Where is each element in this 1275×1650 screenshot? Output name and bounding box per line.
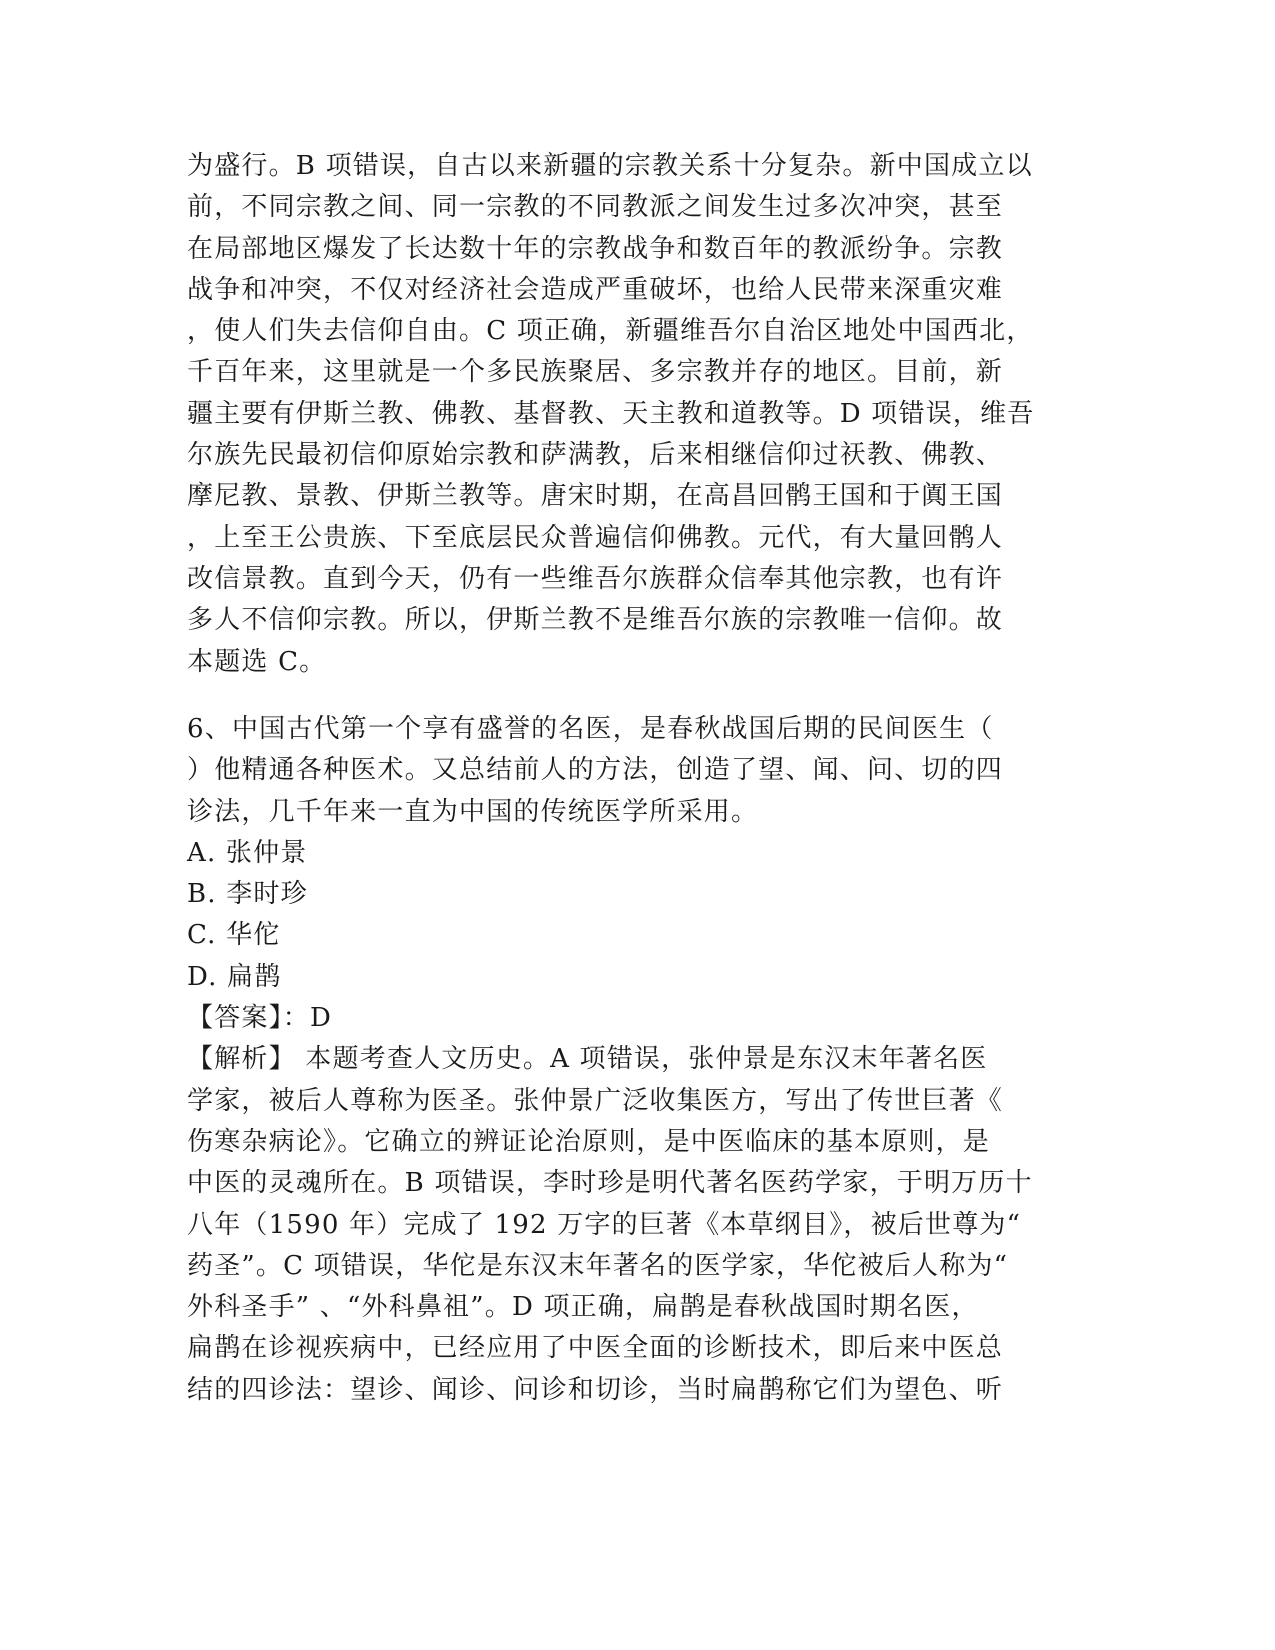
question-stem-line: 诊法，几千年来一直为中国的传统医学所采用。 (187, 796, 759, 827)
text-line: 改信景教。直到今天，仍有一些维吾尔族群众信奉其他宗教，也有许 (187, 563, 1004, 594)
analysis-line: 药圣”。C 项错误，华佗是东汉末年著名的医学家，华佗被后人称为“ (187, 1250, 1009, 1281)
option-d: D. 扁鹊 (187, 961, 282, 992)
text-line: 在局部地区爆发了长达数十年的宗教战争和数百年的教派纷争。宗教 (187, 233, 1004, 264)
analysis-line: 中医的灵魂所在。B 项错误，李时珍是明代著名医药学家，于明万历十 (187, 1168, 1033, 1199)
analysis (187, 1039, 1087, 1411)
previous-explanation (187, 146, 1087, 683)
text-line: 本题选 C。 (187, 646, 327, 677)
text-line: 千百年来，这里就是一个多民族聚居、多宗教并存的地区。目前，新 (187, 357, 1004, 388)
text-line: 多人不信仰宗教。所以，伊斯兰教不是维吾尔族的宗教唯一信仰。故 (187, 605, 1004, 636)
text-line: ，上至王公贵族、下至底层民众普遍信仰佛教。元代，有大量回鹘人 (187, 522, 1004, 553)
option-c: C. 华佗 (187, 920, 281, 951)
text-line: 尔族先民最初信仰原始宗教和萨满教，后来相继信仰过祆教、佛教、 (187, 440, 1004, 471)
text-line: 战争和冲突，不仅对经济社会造成严重破坏，也给人民带来深重灾难 (187, 274, 1004, 305)
text-line: ，使人们失去信仰自由。C 项正确，新疆维吾尔自治区地处中国西北， (187, 316, 1034, 347)
analysis-line: 学家，被后人尊称为医圣。张仲景广泛收集医方，写出了传世巨著《 (187, 1085, 1004, 1116)
question-stem (187, 709, 1087, 833)
text-line: 前，不同宗教之间、同一宗教的不同教派之间发生过多次冲突，甚至 (187, 192, 1004, 223)
text-line: 摩尼教、景教、伊斯兰教等。唐宋时期，在高昌回鹘王国和于阗王国 (187, 481, 1004, 512)
answer-options (187, 833, 1087, 998)
question-stem-line: ）他精通各种医术。又总结前人的方法，创造了望、闻、问、切的四 (187, 755, 1004, 786)
analysis-line: 结的四诊法：望诊、闻诊、问诊和切诊，当时扁鹊称它们为望色、听 (187, 1374, 1004, 1405)
analysis-line: 【解析】 本题考查人文历史。A 项错误，张仲景是东汉末年著名医 (187, 1044, 988, 1075)
question-stem-line: 6、中国古代第一个享有盛誉的名医，是春秋战国后期的民间医生（ (187, 714, 994, 744)
analysis-line: 外科圣手” 、“外科鼻祖”。D 项正确，扁鹊是春秋战国时期名医， (187, 1292, 979, 1323)
text-line: 疆主要有伊斯兰教、佛教、基督教、天主教和道教等。D 项错误，维吾 (187, 398, 1035, 429)
option-b: B. 李时珍 (187, 879, 308, 910)
analysis-line: 扁鹊在诊视疾病中，已经应用了中医全面的诊断技术，即后来中医总 (187, 1333, 1004, 1364)
analysis-line: 伤寒杂病论》。它确立的辨证论治原则，是中医临床的基本原则，是 (187, 1126, 991, 1157)
text-line: 为盛行。B 项错误，自古以来新疆的宗教关系十分复杂。新中国成立以 (187, 151, 1033, 181)
question-6 (187, 709, 1087, 1411)
analysis-line: 八年（1590 年）完成了 192 万字的巨著《本草纲目》，被后世尊为“ (187, 1209, 1022, 1240)
option-a: A. 张仲景 (187, 837, 308, 868)
answer-line: 【答案】：D (187, 1003, 333, 1034)
